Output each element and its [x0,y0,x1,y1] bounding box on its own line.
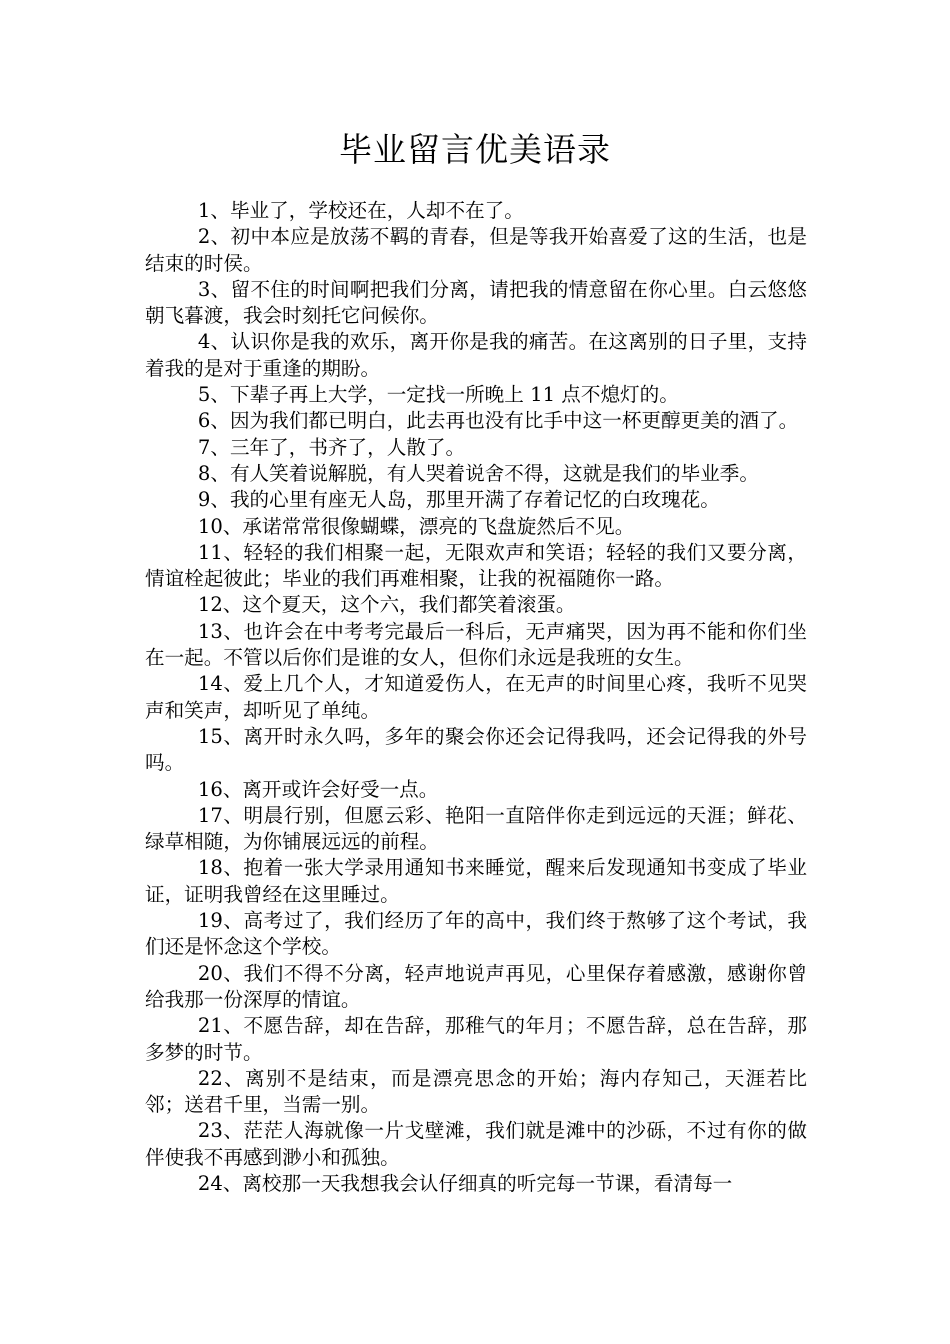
paragraph: 14、爱上几个人，才知道爱伤人，在无声的时间里心疼，我听不见哭声和笑声，却听见了单纯。 [145,672,807,722]
paragraph: 5、下辈子再上大学，一定找一所晚上 11 点不熄灯的。 [197,383,679,407]
paragraph: 18、抱着一张大学录用通知书来睡觉，醒来后发现通知书变成了毕业证，证明我曾经在这里睡过。 [145,856,807,906]
paragraph: 8、有人笑着说解脱，有人哭着说舍不得，这就是我们的毕业季。 [197,461,759,485]
paragraph: 21、不愿告辞，却在告辞，那稚气的年月；不愿告辞，总在告辞，那多梦的时节。 [145,1014,807,1064]
paragraph: 20、我们不得不分离，轻声地说声再见，心里保存着感激，感谢你曾给我那一份深厚的情谊。 [145,961,807,1011]
paragraph: 7、三年了，书齐了，人散了。 [197,435,466,459]
paragraph: 24、离校那一天我想我会认仔细真的听完每一节课，看清每一 [197,1171,733,1195]
paragraph: 16、离开或许会好受一点。 [197,777,439,801]
document-title: 毕业留言优美语录 [339,130,611,169]
paragraph: 6、因为我们都已明白，此去再也没有比手中这一杯更醇更美的酒了。 [197,409,799,433]
paragraph: 15、离开时永久吗，多年的聚会你还会记得我吗，还会记得我的外号吗。 [145,724,807,775]
paragraph: 19、高考过了，我们经历了年的高中，我们终于熬够了这个考试，我们还是怀念这个学校。 [145,909,807,959]
paragraph: 17、明晨行别，但愿云彩、艳阳一直陪伴你走到远远的天涯；鲜花、绿草相随，为你铺展远远的前程。 [145,803,807,854]
paragraph: 9、我的心里有座无人岛，那里开满了存着记忆的白玫瑰花。 [197,488,720,512]
paragraph: 13、也许会在中考考完最后一科后，无声痛哭，因为再不能和你们坐在一起。不管以后你们是谁的女人，但你们永远是我班的女生。 [145,619,807,670]
paragraph: 2、初中本应是放荡不羁的青春，但是等我开始喜爱了这的生活，也是结束的时侯。 [145,225,807,275]
paragraph: 3、留不住的时间啊把我们分离，请把我的情意留在你心里。白云悠悠朝飞暮渡，我会时刻托它问候你。 [145,277,807,328]
paragraph: 1、毕业了，学校还在，人却不在了。 [197,199,524,222]
paragraph: 11、轻轻的我们相聚一起，无限欢声和笑语；轻轻的我们又要分离，情谊栓起彼此；毕业的我们再难相聚，让我的祝福随你一路。 [145,540,807,591]
paragraph: 23、茫茫人海就像一片戈壁滩，我们就是滩中的沙砾，不过有你的做伴使我不再感到渺小和孤独。 [145,1119,807,1169]
paragraph: 10、承诺常常很像蝴蝶，漂亮的飞盘旋然后不见。 [197,514,635,538]
paragraph: 22、离别不是结束，而是漂亮思念的开始；海内存知己，天涯若比邻；送君千里，当需一别。 [145,1066,807,1117]
paragraph: 4、认识你是我的欢乐，离开你是我的痛苦。在这离别的日子里，支持着我的是对于重逢的期盼。 [145,330,807,380]
document-body [145,198,807,1197]
paragraph: 12、这个夏天，这个六，我们都笑着滚蛋。 [197,593,576,617]
